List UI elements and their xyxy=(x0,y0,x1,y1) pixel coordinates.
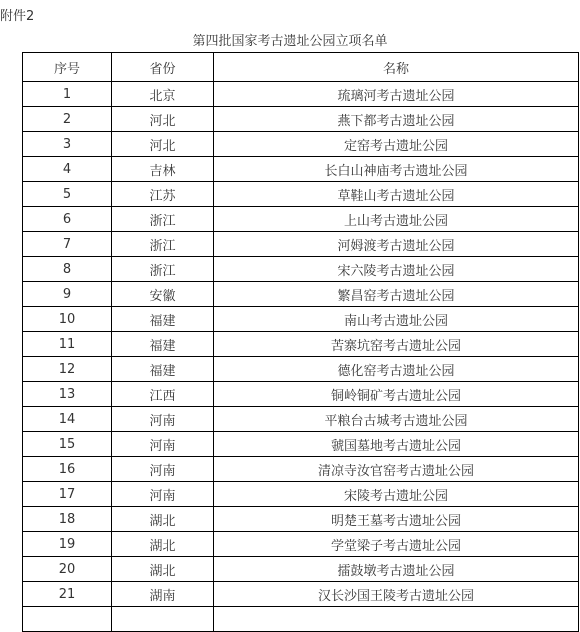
cell-province: 河北 xyxy=(112,132,214,157)
cell-name: 宋六陵考古遗址公园 xyxy=(214,257,579,282)
table-row xyxy=(23,407,579,432)
cell-index: 11 xyxy=(23,332,112,357)
cell-name: 平粮台古城考古遗址公园 xyxy=(214,407,579,432)
table-row xyxy=(23,457,579,482)
cell-index: 21 xyxy=(23,582,112,607)
cell-name: 明楚王墓考古遗址公园 xyxy=(214,507,579,532)
cell-index: 5 xyxy=(23,182,112,207)
column-header-index: 序号 xyxy=(23,53,112,82)
cell-name: 上山考古遗址公园 xyxy=(214,207,579,232)
cell-province xyxy=(112,607,214,632)
table-row xyxy=(23,532,579,557)
cell-index: 7 xyxy=(23,232,112,257)
table-row xyxy=(23,132,579,157)
cell-index: 16 xyxy=(23,457,112,482)
cell-index: 9 xyxy=(23,282,112,307)
column-header-province: 省份 xyxy=(112,53,214,82)
cell-index: 8 xyxy=(23,257,112,282)
cell-name: 清凉寺汝官窑考古遗址公园 xyxy=(214,457,579,482)
table-row xyxy=(23,607,579,632)
cell-province: 湖北 xyxy=(112,507,214,532)
cell-province: 河南 xyxy=(112,407,214,432)
cell-index xyxy=(23,607,112,632)
table-row xyxy=(23,357,579,382)
cell-index: 3 xyxy=(23,132,112,157)
cell-name: 南山考古遗址公园 xyxy=(214,307,579,332)
cell-name: 繁昌窑考古遗址公园 xyxy=(214,282,579,307)
cell-name: 长白山神庙考古遗址公园 xyxy=(214,157,579,182)
table-row xyxy=(23,332,579,357)
cell-index: 19 xyxy=(23,532,112,557)
cell-name: 德化窑考古遗址公园 xyxy=(214,357,579,382)
cell-province: 湖南 xyxy=(112,582,214,607)
cell-index: 18 xyxy=(23,507,112,532)
table-row xyxy=(23,307,579,332)
cell-province: 北京 xyxy=(112,82,214,107)
cell-province: 吉林 xyxy=(112,157,214,182)
cell-index: 1 xyxy=(23,82,112,107)
table-row xyxy=(23,482,579,507)
cell-name: 定窑考古遗址公园 xyxy=(214,132,579,157)
cell-province: 湖北 xyxy=(112,557,214,582)
cell-name: 宋陵考古遗址公园 xyxy=(214,482,579,507)
cell-index: 12 xyxy=(23,357,112,382)
cell-province: 浙江 xyxy=(112,207,214,232)
cell-index: 10 xyxy=(23,307,112,332)
table-header-row xyxy=(23,53,579,82)
cell-province: 江苏 xyxy=(112,182,214,207)
cell-name: 河姆渡考古遗址公园 xyxy=(214,232,579,257)
cell-name: 琉璃河考古遗址公园 xyxy=(214,82,579,107)
cell-index: 6 xyxy=(23,207,112,232)
cell-province: 安徽 xyxy=(112,282,214,307)
cell-index: 14 xyxy=(23,407,112,432)
cell-name: 苦寨坑窑考古遗址公园 xyxy=(214,332,579,357)
cell-province: 浙江 xyxy=(112,257,214,282)
table-row xyxy=(23,282,579,307)
table-row xyxy=(23,582,579,607)
cell-index: 15 xyxy=(23,432,112,457)
cell-name: 燕下都考古遗址公园 xyxy=(214,107,579,132)
park-list-table xyxy=(22,52,579,632)
cell-province: 河北 xyxy=(112,107,214,132)
cell-name: 虢国墓地考古遗址公园 xyxy=(214,432,579,457)
table-body xyxy=(23,82,579,632)
cell-index: 17 xyxy=(23,482,112,507)
table-row xyxy=(23,207,579,232)
cell-province: 湖北 xyxy=(112,532,214,557)
table-row xyxy=(23,82,579,107)
cell-name: 学堂梁子考古遗址公园 xyxy=(214,532,579,557)
table-row xyxy=(23,557,579,582)
cell-index: 4 xyxy=(23,157,112,182)
cell-province: 福建 xyxy=(112,357,214,382)
table-row xyxy=(23,157,579,182)
table-row xyxy=(23,432,579,457)
cell-name xyxy=(214,607,579,632)
cell-province: 河南 xyxy=(112,457,214,482)
cell-province: 福建 xyxy=(112,332,214,357)
cell-name: 草鞋山考古遗址公园 xyxy=(214,182,579,207)
cell-province: 江西 xyxy=(112,382,214,407)
page-title: 第四批国家考古遗址公园立项名单 xyxy=(192,34,388,49)
cell-name: 汉长沙国王陵考古遗址公园 xyxy=(214,582,579,607)
cell-index: 20 xyxy=(23,557,112,582)
table-row xyxy=(23,182,579,207)
cell-name: 擂鼓墩考古遗址公园 xyxy=(214,557,579,582)
cell-province: 河南 xyxy=(112,432,214,457)
cell-name: 铜岭铜矿考古遗址公园 xyxy=(214,382,579,407)
table-row xyxy=(23,107,579,132)
attachment-label: 附件2 xyxy=(0,9,35,24)
cell-province: 河南 xyxy=(112,482,214,507)
cell-index: 13 xyxy=(23,382,112,407)
table-row xyxy=(23,382,579,407)
table-row xyxy=(23,257,579,282)
cell-province: 浙江 xyxy=(112,232,214,257)
cell-index: 2 xyxy=(23,107,112,132)
table-row xyxy=(23,232,579,257)
table-row xyxy=(23,507,579,532)
cell-province: 福建 xyxy=(112,307,214,332)
column-header-name: 名称 xyxy=(214,53,579,82)
